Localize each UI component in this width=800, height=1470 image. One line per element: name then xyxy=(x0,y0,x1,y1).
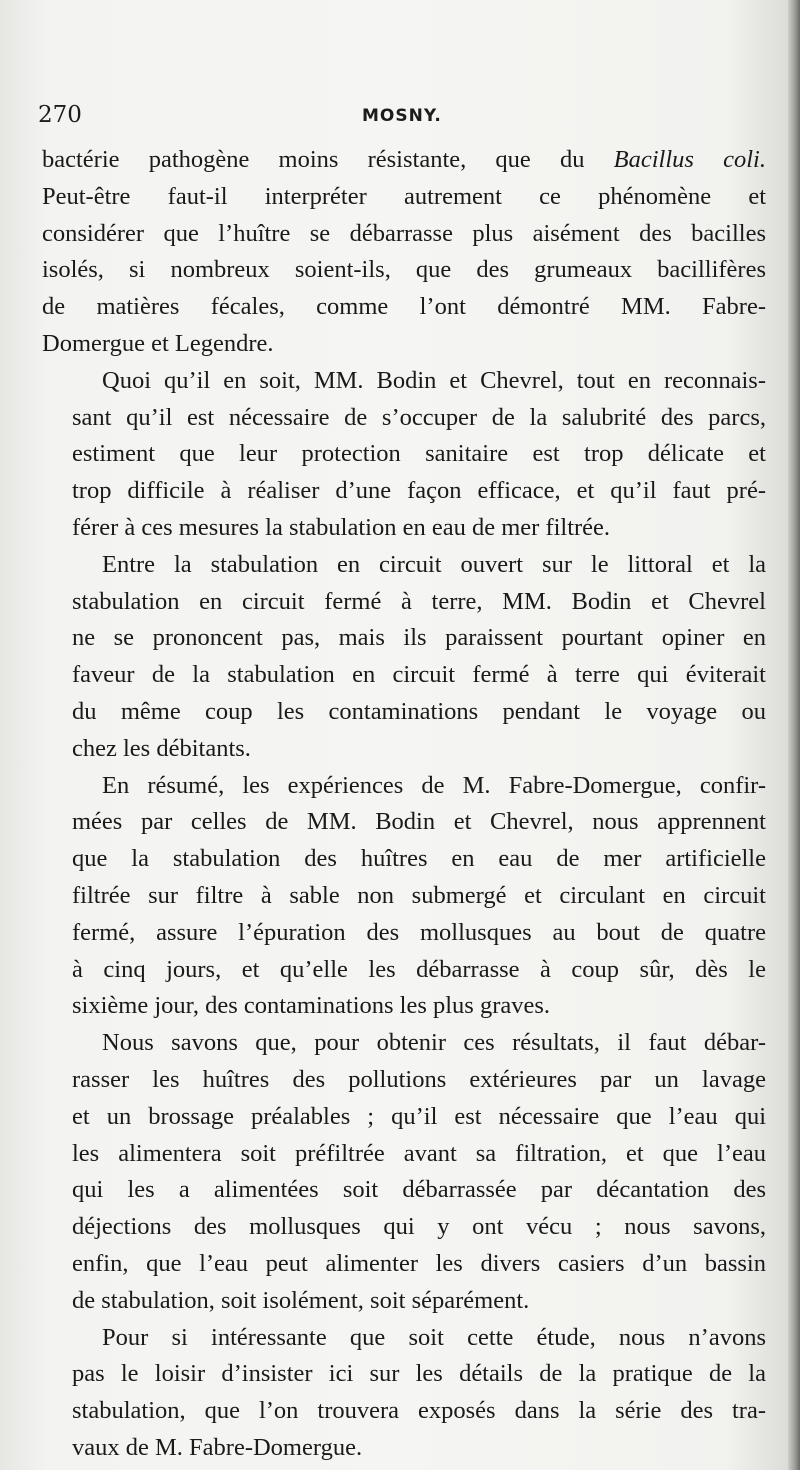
text-line: Entre la stabulation en circuit ouvert sur le littoral et la xyxy=(102,550,766,578)
text-line: En résumé, les expériences de M. Fabre-Domergue, confir- xyxy=(102,771,766,799)
text-line: trop difficile à réaliser d’une façon efficace, et qu’il faut pré- xyxy=(72,477,766,505)
paragraph-5 xyxy=(42,1025,766,1319)
text-line: enfin, que l’eau peut alimenter les divers casiers d’un bassin xyxy=(72,1249,766,1277)
text-line: et un brossage préalables ; qu’il est nécessaire que l’eau qui xyxy=(72,1102,766,1130)
page-number: 270 xyxy=(38,102,82,128)
text-span: bactérie pathogène moins résistante, que du xyxy=(42,146,614,173)
paragraph-3 xyxy=(42,547,766,768)
text-line: stabulation en circuit fermé à terre, MM. Bodin et Chevrel xyxy=(72,587,766,615)
text-line: de matières fécales, comme l’ont démontré MM. Fabre- xyxy=(42,293,766,321)
text-line: filtrée sur filtre à sable non submergé et circulant en circuit xyxy=(72,881,766,909)
paragraph-6 xyxy=(42,1320,766,1467)
paragraph-4 xyxy=(42,768,766,1026)
text-line: sixième jour, des contaminations les plus graves. xyxy=(72,992,551,1020)
text-line: qui les a alimentées soit débarrassée par décantation des xyxy=(72,1176,766,1204)
page-header xyxy=(0,100,788,134)
text-line: estiment que leur protection sanitaire est trop délicate et xyxy=(72,440,766,468)
text-line: stabulation, que l’on trouvera exposés dans la série des tra- xyxy=(72,1397,766,1425)
running-head: MOSNY. xyxy=(362,106,442,126)
text-line: mées par celles de MM. Bodin et Chevrel, nous apprennent xyxy=(72,808,766,836)
text-line: que la stabulation des huîtres en eau de mer artificielle xyxy=(72,845,766,873)
paragraph-2 xyxy=(42,363,766,547)
italic-term: Bacillus coli. xyxy=(613,146,766,173)
text-line: pas le loisir d’insister ici sur les détails de la pratique de la xyxy=(72,1360,766,1388)
text-line: Domergue et Legendre. xyxy=(42,329,274,357)
text-line: de stabulation, soit isolément, soit séparément. xyxy=(72,1286,530,1314)
text-line: sant qu’il est nécessaire de s’occuper de la salubrité des parcs, xyxy=(72,403,766,431)
text-line: déjections des mollusques qui y ont vécu ; nous savons, xyxy=(72,1213,766,1241)
page-binding-edge xyxy=(788,0,800,1470)
text-line: Peut-être faut-il interpréter autrement ce phénomène et xyxy=(42,182,766,210)
body-text xyxy=(42,142,766,1467)
text-line: ne se prononcent pas, mais ils paraissent pourtant opiner en xyxy=(72,624,766,652)
text-line: chez les débitants. xyxy=(72,734,251,762)
text-line: faveur de la stabulation en circuit fermé à terre qui éviterait xyxy=(72,661,766,689)
text-line: fermé, assure l’épuration des mollusques au bout de quatre xyxy=(72,918,766,946)
text-line: isolés, si nombreux soient-ils, que des grumeaux bacillifères xyxy=(42,256,766,284)
text-line: Pour si intéressante que soit cette étude, nous n’avons xyxy=(102,1323,766,1351)
text-line: vaux de M. Fabre-Domergue. xyxy=(72,1433,363,1461)
text-line xyxy=(42,142,766,179)
paragraph-1 xyxy=(42,142,766,363)
text-line: du même coup les contaminations pendant le voyage ou xyxy=(72,697,766,725)
text-line: férer à ces mesures la stabulation en eau de mer filtrée. xyxy=(72,513,611,541)
text-line: rasser les huîtres des pollutions extérieures par un lavage xyxy=(72,1065,766,1093)
text-line: considérer que l’huître se débarrasse plus aisément des bacilles xyxy=(42,219,766,247)
text-line: les alimentera soit préfiltrée avant sa filtration, et que l’eau xyxy=(72,1139,766,1167)
text-line: Quoi qu’il en soit, MM. Bodin et Chevrel, tout en reconnais- xyxy=(102,366,766,394)
text-line: à cinq jours, et qu’elle les débarrasse à coup sûr, dès le xyxy=(72,955,766,983)
text-line: Nous savons que, pour obtenir ces résultats, il faut débar- xyxy=(102,1029,766,1057)
